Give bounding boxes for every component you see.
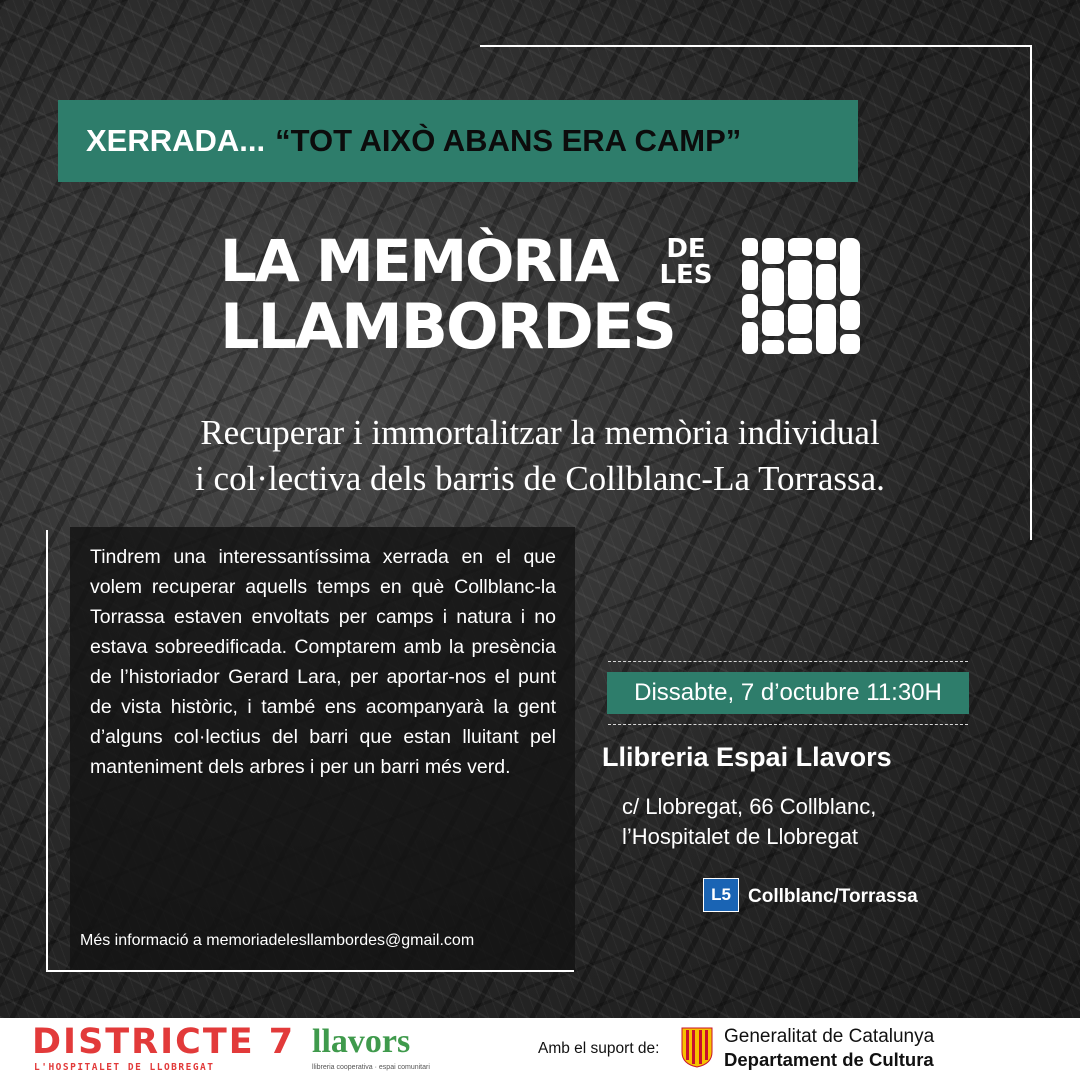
event-date: Dissabte, 7 d’octubre 11:30H bbox=[634, 679, 942, 706]
headline bbox=[86, 123, 741, 159]
logo-line-2: LLAMBORDES bbox=[220, 290, 675, 363]
tagline-line-1: Recuperar i immortalitzar la memòria individual bbox=[200, 413, 880, 452]
districte7-logo: DISTRICTE 7 bbox=[32, 1022, 296, 1062]
address-line-2: l’Hospitalet de Llobregat bbox=[622, 824, 859, 849]
headline-band bbox=[58, 100, 858, 182]
metro-line-badge: L5 bbox=[703, 878, 739, 912]
contact-info: Més informació a memoriadelesllambordes@gmail.com bbox=[80, 932, 475, 949]
project-logo bbox=[220, 227, 870, 363]
logo-de: DE bbox=[666, 234, 706, 264]
logo-les: LES bbox=[659, 260, 713, 290]
frame-line-top bbox=[480, 45, 1032, 47]
generalitat-name: Generalitat de Catalunya bbox=[724, 1026, 935, 1047]
event-description: Tindrem una interessantíssima xerrada en el que volem recuperar aquells temps en què Collblanc-la Torrassa estaven envoltats per camps i natura i no estava sobreedificada. Comptarem amb la presència de l’historiador Gerard Lara, per aportar-nos el punt de vista històric, i també ens acompanyarà la gent d’alguns col·lectius del barri que estan lluitant pel manteniment dels arbres i per un barri més verd. bbox=[90, 546, 556, 778]
generalitat-department: Departament de Cultura bbox=[724, 1049, 934, 1070]
sponsor-footer bbox=[0, 1018, 1080, 1080]
venue-address bbox=[622, 792, 876, 852]
metro-station: Collblanc/Torrassa bbox=[748, 886, 918, 907]
logo-de-les bbox=[656, 236, 716, 288]
frame-line-bottom bbox=[46, 970, 574, 972]
cobblestone-grid-icon bbox=[740, 236, 862, 358]
headline-quote: “TOT AIXÒ ABANS ERA CAMP” bbox=[275, 123, 742, 158]
tagline bbox=[0, 410, 1080, 502]
llavors-logo: llavors bbox=[312, 1023, 411, 1060]
frame-line-left bbox=[46, 530, 48, 972]
logo-line-1: LA MEMÒRIA bbox=[220, 227, 618, 295]
event-date-badge bbox=[607, 672, 969, 714]
divider-top bbox=[608, 661, 968, 662]
districte7-subtitle: L'HOSPITALET DE LLOBREGAT bbox=[34, 1062, 215, 1073]
support-label: Amb el suport de: bbox=[538, 1040, 660, 1057]
llavors-subtitle: llibreria cooperativa · espai comunitari bbox=[312, 1064, 430, 1071]
tagline-line-2: i col·lectiva dels barris de Collblanc-La Torrassa. bbox=[195, 459, 885, 498]
headline-prefix: XERRADA... bbox=[86, 123, 266, 158]
divider-bottom bbox=[608, 724, 968, 725]
generalitat-shield-icon bbox=[680, 1026, 714, 1068]
venue-name: Llibreria Espai Llavors bbox=[602, 742, 892, 772]
address-line-1: c/ Llobregat, 66 Collblanc, bbox=[622, 794, 877, 819]
